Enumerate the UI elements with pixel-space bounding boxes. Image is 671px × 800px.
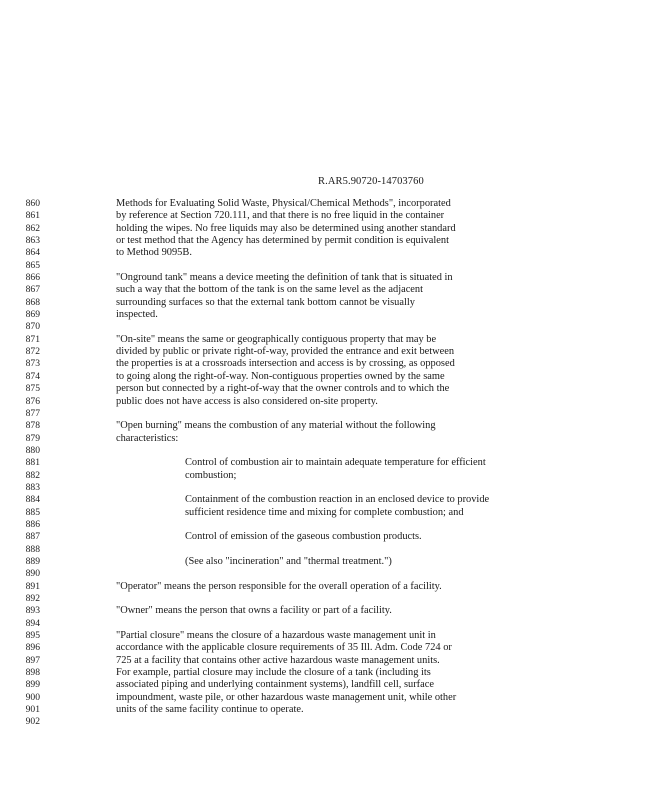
line-number: 866	[25, 272, 40, 284]
document-line	[0, 396, 671, 408]
line-text: accordance with the applicable closure requirements of 35 Ill. Adm. Code 724 or	[116, 642, 452, 654]
line-number: 884	[25, 494, 40, 506]
line-text: "On-site" means the same or geographically contiguous property that may be	[116, 333, 437, 345]
document-line	[0, 482, 671, 494]
line-number: 887	[25, 531, 40, 543]
document-line	[0, 692, 671, 704]
line-text	[40, 321, 671, 333]
document-line	[0, 346, 671, 358]
line-number: 860	[25, 198, 40, 209]
line-number: 864	[25, 247, 40, 259]
document-line	[0, 445, 671, 457]
line-number: 894	[25, 617, 40, 629]
line-text: impoundment, waste pile, or other hazardous waste management unit, while other	[116, 691, 457, 703]
line-number: 891	[25, 580, 40, 592]
line-text: person but connected by a right-of-way that the owner controls and to which the	[116, 383, 450, 395]
line-number: 871	[25, 333, 40, 345]
line-number: 886	[25, 518, 40, 530]
line-number: 889	[25, 555, 40, 567]
line-text	[40, 593, 671, 605]
document-line	[0, 605, 671, 617]
line-number: 879	[25, 432, 40, 444]
document-line	[0, 655, 671, 667]
line-number: 899	[25, 679, 40, 691]
document-line	[0, 618, 671, 630]
line-number: 896	[25, 642, 40, 654]
line-text: divided by public or private right-of-way, provided the entrance and exit between	[116, 346, 455, 358]
line-text: surrounding surfaces so that the external tank bottom cannot be visually	[116, 296, 415, 308]
line-text: "Owner" means the person that owns a facility or part of a facility.	[116, 605, 392, 617]
line-text	[40, 618, 671, 630]
line-text: For example, partial closure may include the closure of a tank (including its	[116, 667, 431, 679]
document-line	[0, 284, 671, 296]
line-number: 885	[25, 506, 40, 518]
document-line	[0, 358, 671, 370]
line-number: 892	[25, 593, 40, 604]
line-number: 863	[25, 235, 40, 247]
line-number: 874	[25, 370, 40, 382]
document-line	[0, 568, 671, 580]
line-number: 878	[25, 420, 40, 432]
document-id: R.AR5.90720-14703760	[318, 176, 424, 187]
document-line	[0, 679, 671, 691]
line-number: 862	[25, 222, 40, 234]
line-text: "Operator" means the person responsible for the overall operation of a facility.	[116, 580, 442, 592]
document-line	[0, 247, 671, 259]
line-number: 865	[25, 259, 40, 271]
line-number: 869	[25, 309, 40, 321]
line-text	[40, 519, 671, 531]
line-number: 901	[25, 704, 40, 716]
line-number: 868	[25, 296, 40, 308]
line-text: sufficient residence time and mixing for complete combustion; and	[185, 506, 464, 518]
line-text	[40, 445, 671, 457]
line-text: such a way that the bottom of the tank is on the same level as the adjacent	[116, 284, 424, 296]
line-text: Methods for Evaluating Solid Waste, Physical/Chemical Methods", incorporated	[116, 198, 451, 209]
line-number: 902	[25, 716, 40, 728]
document-line	[0, 198, 671, 210]
line-number: 872	[25, 346, 40, 358]
document-line	[0, 704, 671, 716]
line-number: 876	[25, 395, 40, 407]
line-text	[40, 544, 671, 556]
document-line	[0, 630, 671, 642]
document-line	[0, 223, 671, 235]
document-line	[0, 433, 671, 445]
document-line	[0, 470, 671, 482]
line-number: 900	[25, 691, 40, 703]
document-line	[0, 457, 671, 469]
line-text: Control of emission of the gaseous combustion products.	[185, 531, 422, 543]
line-text	[40, 568, 671, 580]
line-number: 870	[25, 321, 40, 333]
document-line	[0, 494, 671, 506]
document-line	[0, 408, 671, 420]
line-text: public does not have access is also considered on-site property.	[116, 395, 378, 407]
line-number: 883	[25, 481, 40, 493]
line-number: 893	[25, 605, 40, 617]
line-text: to going along the right-of-way. Non-contiguous properties owned by the same	[116, 370, 445, 382]
line-text: associated piping and underlying containment systems), landfill cell, surface	[116, 679, 434, 691]
line-text: characteristics:	[116, 432, 179, 444]
document-line	[0, 519, 671, 531]
line-number: 880	[25, 444, 40, 456]
line-text: "Open burning" means the combustion of any material without the following	[116, 420, 436, 432]
document-line	[0, 210, 671, 222]
document-line	[0, 321, 671, 333]
line-number: 873	[25, 358, 40, 370]
line-text: holding the wipes. No free liquids may also be determined using another standard	[116, 222, 456, 234]
line-text: to Method 9095B.	[116, 247, 192, 259]
document-line	[0, 642, 671, 654]
line-text	[40, 408, 671, 420]
line-text: "Onground tank" means a device meeting the definition of tank that is situated in	[116, 272, 453, 284]
line-number: 897	[25, 654, 40, 666]
document-line	[0, 593, 671, 605]
line-text: inspected.	[116, 309, 158, 321]
line-number: 888	[25, 543, 40, 555]
document-line	[0, 420, 671, 432]
line-text: Control of combustion air to maintain adequate temperature for efficient	[185, 457, 486, 469]
line-text: the properties is at a crossroads intersection and access is by crossing, as opposed	[116, 358, 455, 370]
line-text: "Partial closure" means the closure of a hazardous waste management unit in	[116, 630, 436, 642]
line-number: 890	[25, 568, 40, 580]
line-number: 898	[25, 667, 40, 679]
document-line	[0, 716, 671, 728]
line-number: 877	[25, 407, 40, 419]
document-line	[0, 581, 671, 593]
line-text: units of the same facility continue to operate.	[116, 704, 304, 716]
line-text: (See also "incineration" and "thermal treatment.")	[185, 555, 392, 567]
document-line	[0, 297, 671, 309]
document-line	[0, 334, 671, 346]
line-text: or test method that the Agency has determined by permit condition is equivalent	[116, 235, 449, 247]
document-line	[0, 371, 671, 383]
line-number: 895	[25, 630, 40, 642]
line-number: 881	[25, 457, 40, 469]
line-text: 725 at a facility that contains other active hazardous waste management units.	[116, 654, 440, 666]
document-line	[0, 309, 671, 321]
document-line	[0, 235, 671, 247]
document-line	[0, 272, 671, 284]
line-text: Containment of the combustion reaction in an enclosed device to provide	[185, 494, 490, 506]
document-line	[0, 531, 671, 543]
line-text: combustion;	[185, 469, 237, 481]
line-text	[40, 260, 671, 272]
document-line	[0, 383, 671, 395]
line-text	[40, 716, 671, 728]
document-line	[0, 667, 671, 679]
document-line	[0, 260, 671, 272]
line-number: 867	[25, 284, 40, 296]
line-text	[40, 482, 671, 494]
document-line	[0, 544, 671, 556]
line-number: 875	[25, 383, 40, 395]
line-number: 882	[25, 469, 40, 481]
document-line	[0, 507, 671, 519]
document-line	[0, 556, 671, 568]
line-text: by reference at Section 720.111, and that there is no free liquid in the container	[116, 210, 445, 222]
line-number: 861	[25, 210, 40, 222]
document-body	[0, 198, 671, 729]
